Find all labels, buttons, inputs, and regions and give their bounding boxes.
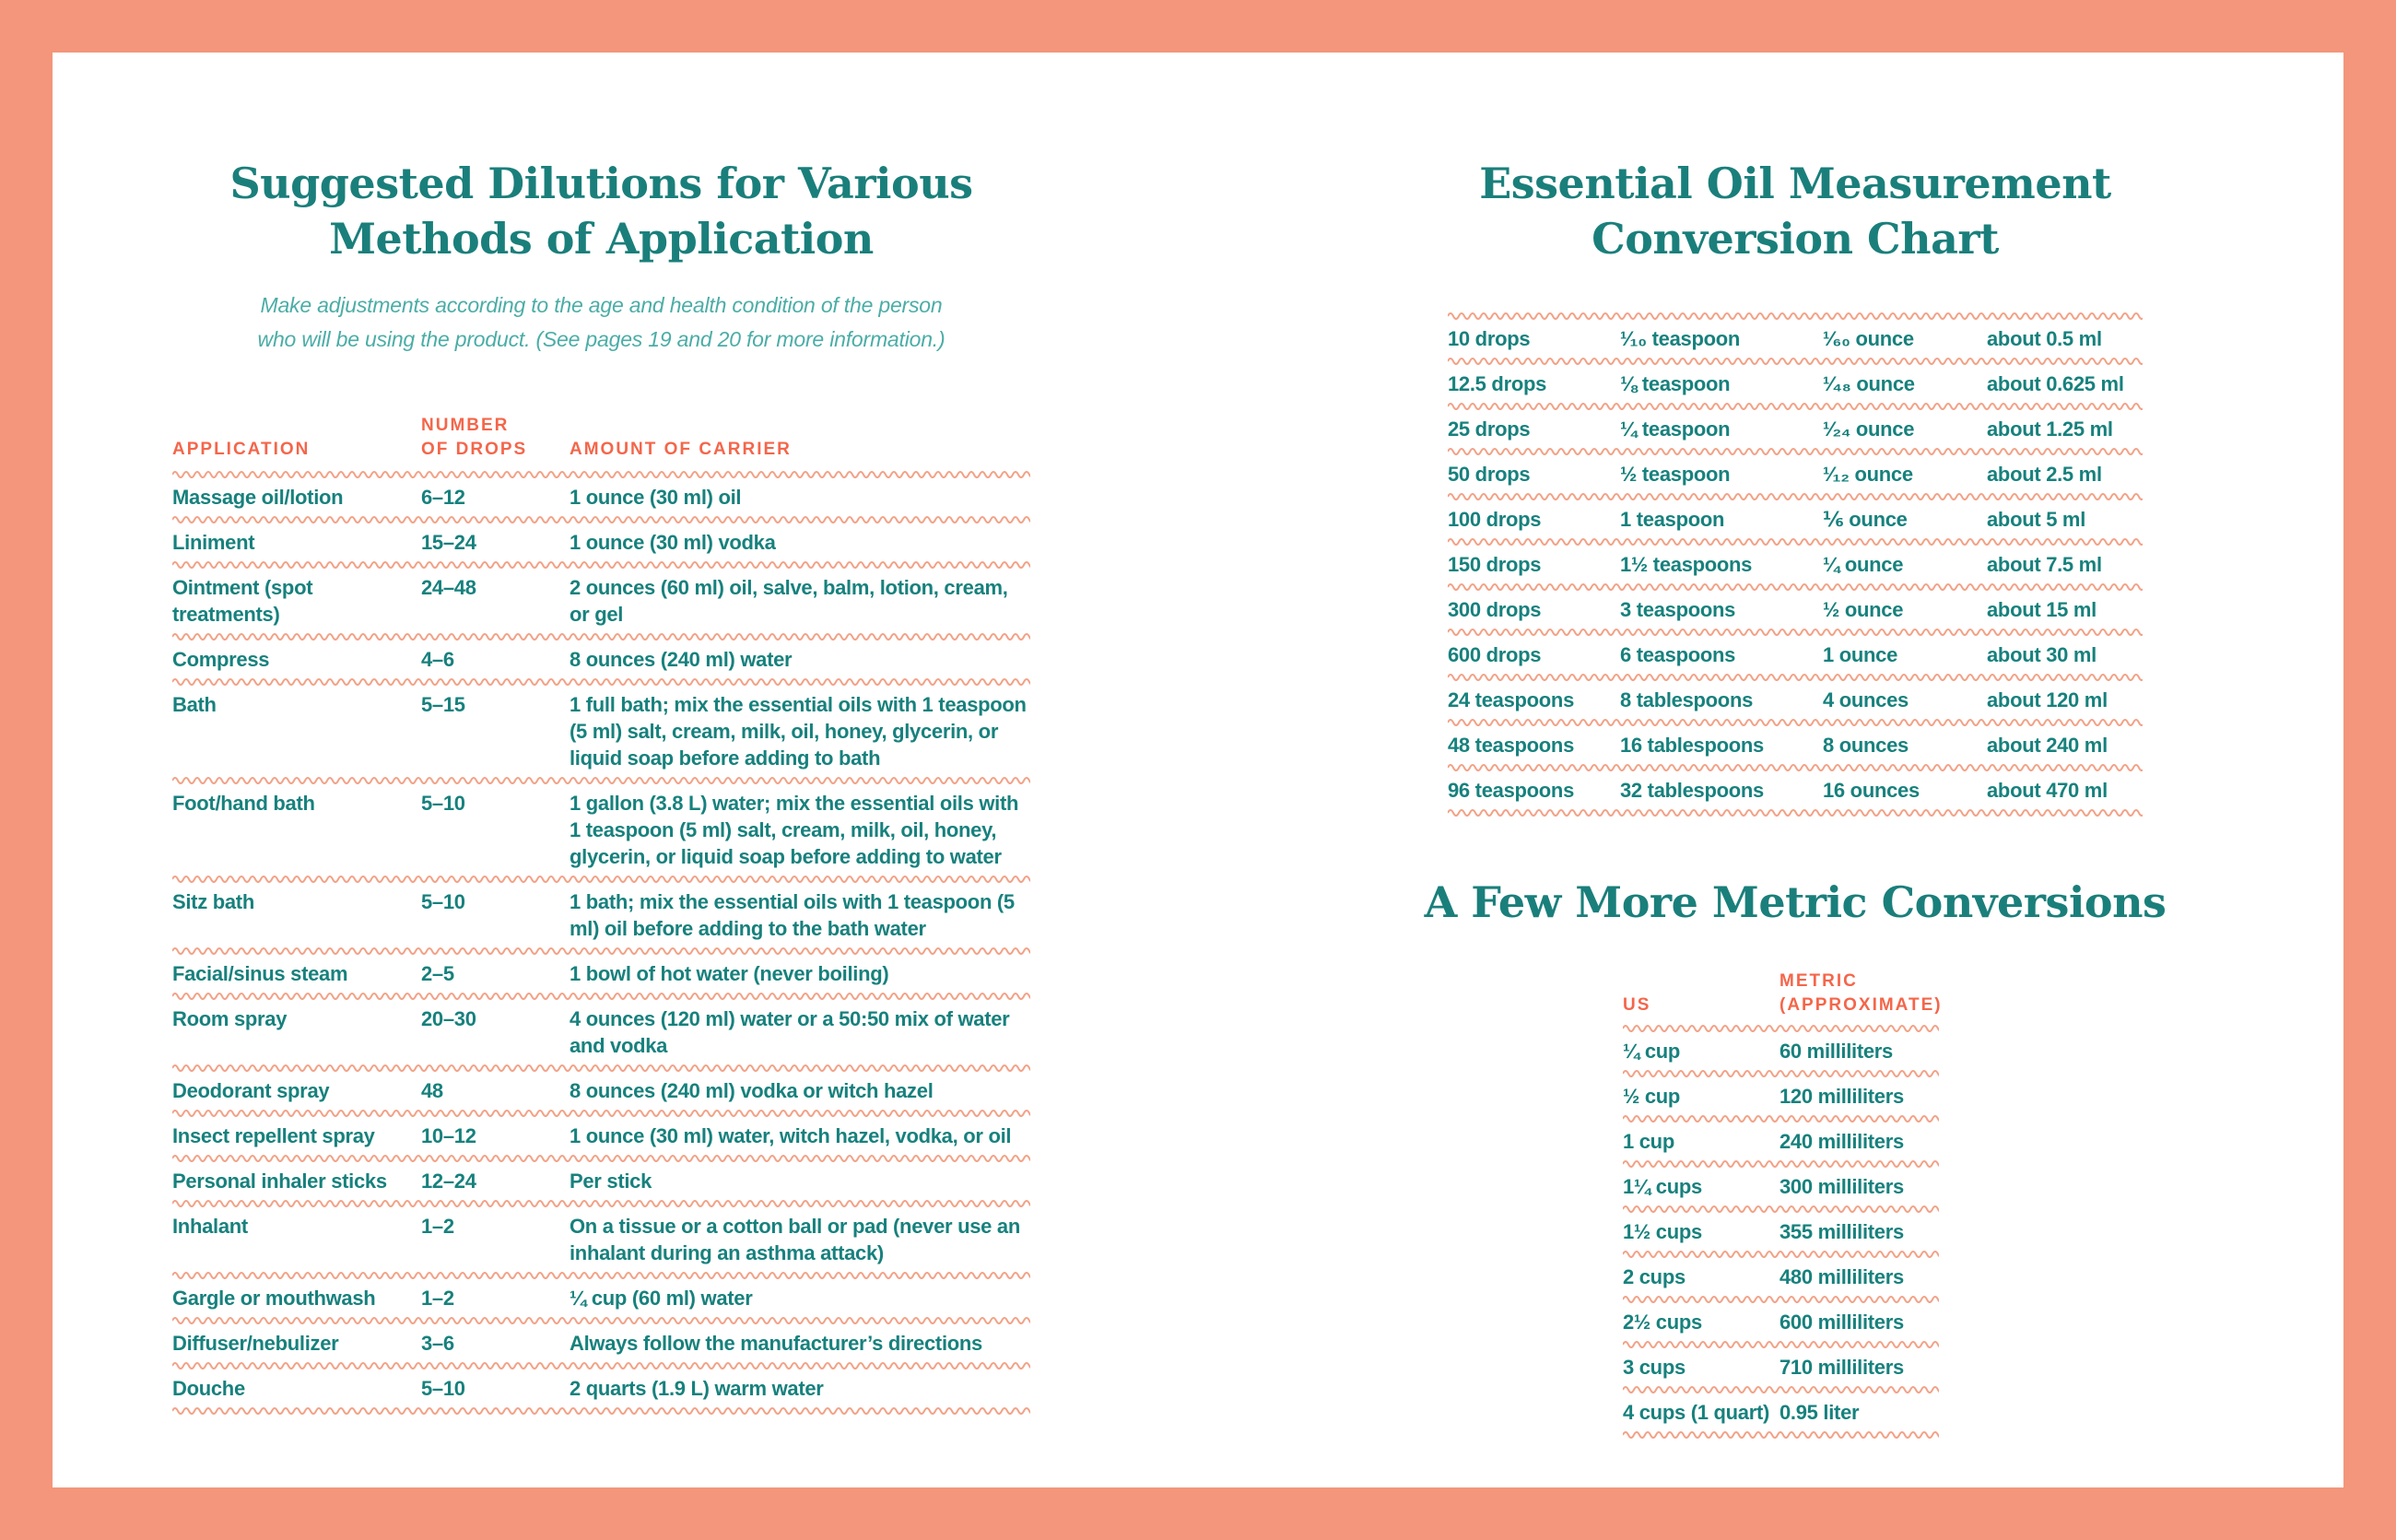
row-divider <box>1448 401 2143 412</box>
subtitle-line1: Make adjustments according to the age and health condition of the person <box>260 293 943 317</box>
table-row <box>1623 1260 1939 1294</box>
metric-cell: 710 milliliters <box>1779 1356 1904 1379</box>
table-row <box>1448 502 2143 536</box>
table-row <box>1623 1395 1939 1429</box>
ounces-cell: ⅙ ounce <box>1823 508 1908 531</box>
left-page-title <box>172 156 1030 266</box>
teaspoons-cell: 6 teaspoons <box>1620 643 1736 666</box>
row-divider <box>172 1063 1030 1074</box>
table-row-group <box>172 480 1030 525</box>
table-row <box>1623 1170 1939 1204</box>
application-cell: Compress <box>172 648 270 671</box>
table-row-group <box>1448 773 2143 818</box>
teaspoons-cell: 32 tablespoons <box>1620 779 1764 802</box>
table-row <box>1623 1350 1939 1384</box>
table-row <box>172 1326 1030 1360</box>
carrier-cell: 1 bath; mix the essential oils with 1 teaspoon (5 ml) oil before adding to the bath water <box>570 890 1015 940</box>
drops-cell: 50 drops <box>1448 463 1531 486</box>
row-divider <box>1448 762 2143 773</box>
carrier-cell: 2 ounces (60 ml) oil, salve, balm, lotion, cream, or gel <box>570 576 1008 626</box>
drops-cell: 12–24 <box>421 1170 476 1193</box>
table-row-group <box>1623 1034 1939 1079</box>
application-cell: Personal inhaler sticks <box>172 1170 387 1193</box>
teaspoons-cell: 16 tablespoons <box>1620 734 1764 757</box>
table-row-group <box>1623 1124 1939 1170</box>
table-row-group <box>172 1119 1030 1164</box>
teaspoons-cell: ¼ teaspoon <box>1620 417 1731 441</box>
milliliters-cell: about 470 ml <box>1987 779 2108 802</box>
drops-cell: 96 teaspoons <box>1448 779 1575 802</box>
carrier-cell: Per stick <box>570 1170 652 1193</box>
table-row-group <box>172 1326 1030 1371</box>
ounces-cell: ¹⁄₄₈ ounce <box>1823 372 1915 395</box>
application-cell: Ointment (spot treatments) <box>172 576 313 626</box>
row-divider <box>1448 446 2143 457</box>
table-row <box>1623 1124 1939 1158</box>
row-divider <box>172 1270 1030 1281</box>
row-divider <box>1448 356 2143 367</box>
drops-cell: 3–6 <box>421 1332 454 1355</box>
row-divider <box>1448 491 2143 502</box>
row-divider <box>172 1405 1030 1417</box>
table-row-group <box>1448 412 2143 457</box>
row-divider <box>1623 1339 1939 1350</box>
table-row-group <box>172 525 1030 570</box>
drops-cell: 24 teaspoons <box>1448 688 1575 711</box>
ounces-cell: ¹⁄₁₂ ounce <box>1823 463 1913 486</box>
table-row-group <box>1448 502 2143 547</box>
application-cell: Room spray <box>172 1007 288 1030</box>
drops-cell: 48 <box>421 1079 443 1102</box>
drops-cell: 20–30 <box>421 1007 476 1030</box>
teaspoons-cell: ¹⁄₁₀ teaspoon <box>1620 327 1741 350</box>
table-row <box>1448 367 2143 401</box>
table-row <box>1623 1079 1939 1113</box>
milliliters-cell: about 240 ml <box>1987 734 2108 757</box>
teaspoons-cell: 1½ teaspoons <box>1620 553 1753 576</box>
row-divider <box>1623 1204 1939 1215</box>
table-row-group <box>1448 322 2143 367</box>
table-row <box>1448 728 2143 762</box>
carrier-cell: On a tissue or a cotton ball or pad (never use an inhalant during an asthma attack) <box>570 1215 1020 1264</box>
milliliters-cell: about 30 ml <box>1987 643 2096 666</box>
table-row-group <box>1448 593 2143 638</box>
table-row-group <box>1448 728 2143 773</box>
drops-cell: 2–5 <box>421 962 454 985</box>
left-page-subtitle <box>172 288 1030 357</box>
application-cell: Bath <box>172 693 217 716</box>
table-row <box>172 786 1030 874</box>
table-row-group <box>172 642 1030 688</box>
dilutions-table-header <box>172 414 1030 469</box>
drops-cell: 48 teaspoons <box>1448 734 1575 757</box>
carrier-cell: 1 gallon (3.8 L) water; mix the essential oils with 1 teaspoon (5 ml) salt, cream, milk, oil, honey, glycerin, or liquid soap before adding to water <box>570 792 1019 868</box>
row-divider <box>172 1108 1030 1119</box>
right-page-title <box>1448 156 2143 266</box>
table-row-group <box>1623 1079 1939 1124</box>
us-cell: 2 cups <box>1623 1265 1685 1288</box>
milliliters-cell: about 120 ml <box>1987 688 2108 711</box>
table-row <box>172 642 1030 676</box>
carrier-cell: 1 ounce (30 ml) oil <box>570 486 742 509</box>
table-row-group <box>172 1209 1030 1281</box>
drops-cell: 5–15 <box>421 693 465 716</box>
table-row-group <box>172 1074 1030 1119</box>
row-divider <box>1448 627 2143 638</box>
table-row <box>172 1002 1030 1063</box>
table-row <box>1623 1034 1939 1068</box>
milliliters-cell: about 7.5 ml <box>1987 553 2102 576</box>
carrier-cell: 4 ounces (120 ml) water or a 50:50 mix of water and vodka <box>570 1007 1010 1057</box>
table-row-group <box>1448 457 2143 502</box>
carrier-cell: 1 bowl of hot water (never boiling) <box>570 962 889 985</box>
carrier-cell: 1 full bath; mix the essential oils with 1 teaspoon (5 ml) salt, cream, milk, oil, honey, glycerin, or liquid soap before adding to bath <box>570 693 1027 770</box>
column-header-application: APPLICATION <box>172 440 311 459</box>
table-row-group <box>1623 1350 1939 1395</box>
table-row-group <box>172 786 1030 885</box>
teaspoons-cell: ⅛ teaspoon <box>1620 372 1731 395</box>
us-cell: 1½ cups <box>1623 1220 1702 1243</box>
row-divider <box>172 946 1030 957</box>
table-row-group <box>1623 1215 1939 1260</box>
application-cell: Sitz bath <box>172 890 254 913</box>
milliliters-cell: about 1.25 ml <box>1987 417 2113 441</box>
us-cell: ½ cup <box>1623 1085 1681 1108</box>
metric-cell: 355 milliliters <box>1779 1220 1904 1243</box>
row-divider <box>1448 807 2143 818</box>
drops-cell: 25 drops <box>1448 417 1531 441</box>
row-divider <box>1623 1113 1939 1124</box>
table-row-group <box>1623 1260 1939 1305</box>
conversion-table <box>1448 311 2143 818</box>
drops-cell: 4–6 <box>421 648 454 671</box>
table-row <box>172 1119 1030 1153</box>
milliliters-cell: about 15 ml <box>1987 598 2096 621</box>
left-title-line1: Suggested Dilutions for Various <box>229 159 973 208</box>
row-divider <box>172 514 1030 525</box>
milliliters-cell: about 2.5 ml <box>1987 463 2102 486</box>
drops-cell: 150 drops <box>1448 553 1542 576</box>
table-row <box>1623 1215 1939 1249</box>
table-row <box>1448 457 2143 491</box>
table-row-group <box>172 957 1030 1002</box>
carrier-cell: 8 ounces (240 ml) water <box>570 648 793 671</box>
us-cell: 4 cups (1 quart) <box>1623 1401 1770 1424</box>
ounces-cell: ¹⁄₆₀ ounce <box>1823 327 1914 350</box>
column-header-us: US <box>1623 995 1651 1015</box>
table-row <box>1448 683 2143 717</box>
row-divider <box>172 676 1030 688</box>
column-header-number-of-drops: NUMBER OF DROPS <box>421 416 528 459</box>
us-cell: 1¼ cups <box>1623 1175 1702 1198</box>
application-cell: Liniment <box>172 531 255 554</box>
column-header-amount-of-carrier: AMOUNT OF CARRIER <box>570 440 792 459</box>
row-divider <box>172 1315 1030 1326</box>
drops-cell: 300 drops <box>1448 598 1542 621</box>
metric-cell: 240 milliliters <box>1779 1130 1904 1153</box>
carrier-cell: 1 ounce (30 ml) water, witch hazel, vodka, or oil <box>570 1124 1012 1147</box>
right-title-line2: Conversion Chart <box>1591 214 1999 264</box>
metric-cell: 600 milliliters <box>1779 1311 1904 1334</box>
row-divider <box>1623 1294 1939 1305</box>
table-row <box>1623 1305 1939 1339</box>
table-row <box>172 480 1030 514</box>
metric-table <box>1623 970 1943 1440</box>
ounces-cell: ¹⁄₂₄ ounce <box>1823 417 1915 441</box>
left-title-line2: Methods of Application <box>329 214 874 264</box>
header-divider <box>172 469 1030 480</box>
table-row <box>172 1209 1030 1270</box>
teaspoons-cell: 3 teaspoons <box>1620 598 1736 621</box>
table-row-group <box>1448 638 2143 683</box>
table-row-group <box>1448 683 2143 728</box>
row-divider <box>1623 1249 1939 1260</box>
metric-cell: 60 milliliters <box>1779 1040 1893 1063</box>
carrier-cell: 1 ounce (30 ml) vodka <box>570 531 776 554</box>
table-row-group <box>172 688 1030 786</box>
table-row-group <box>172 1371 1030 1417</box>
row-divider <box>172 1198 1030 1209</box>
teaspoons-cell: 1 teaspoon <box>1620 508 1725 531</box>
metric-conversions-title: A Few More Metric Conversions <box>1424 877 2167 927</box>
ounces-cell: 1 ounce <box>1823 643 1898 666</box>
us-cell: ¼ cup <box>1623 1040 1681 1063</box>
row-divider <box>1448 672 2143 683</box>
metric-cell: 300 milliliters <box>1779 1175 1904 1198</box>
carrier-cell: 2 quarts (1.9 L) warm water <box>570 1377 824 1400</box>
table-row-group <box>1623 1170 1939 1215</box>
drops-cell: 5–10 <box>421 890 465 913</box>
teaspoons-cell: ½ teaspoon <box>1620 463 1731 486</box>
row-divider <box>172 1360 1030 1371</box>
drops-cell: 10 drops <box>1448 327 1531 350</box>
ounces-cell: ½ ounce <box>1823 598 1904 621</box>
table-row-group <box>172 885 1030 957</box>
drops-cell: 100 drops <box>1448 508 1542 531</box>
metric-cell: 480 milliliters <box>1779 1265 1904 1288</box>
drops-cell: 600 drops <box>1448 643 1542 666</box>
subtitle-line2: who will be using the product. (See pages 19 and 20 for more information.) <box>257 327 945 351</box>
ounces-cell: 4 ounces <box>1823 688 1909 711</box>
table-row <box>172 570 1030 631</box>
ounces-cell: ¼ ounce <box>1823 553 1904 576</box>
application-cell: Deodorant spray <box>172 1079 330 1102</box>
row-divider <box>172 1153 1030 1164</box>
table-row <box>172 957 1030 991</box>
ounces-cell: 8 ounces <box>1823 734 1909 757</box>
drops-cell: 10–12 <box>421 1124 476 1147</box>
table-row-group <box>1623 1395 1939 1440</box>
drops-cell: 24–48 <box>421 576 476 599</box>
ounces-cell: 16 ounces <box>1823 779 1920 802</box>
application-cell: Inhalant <box>172 1215 248 1238</box>
drops-cell: 1–2 <box>421 1287 454 1310</box>
drops-cell: 12.5 drops <box>1448 372 1547 395</box>
table-row <box>172 1164 1030 1198</box>
row-divider <box>172 559 1030 570</box>
drops-cell: 1–2 <box>421 1215 454 1238</box>
milliliters-cell: about 5 ml <box>1987 508 2086 531</box>
column-header-metric: METRIC (APPROXIMATE) <box>1779 971 1943 1015</box>
drops-cell: 15–24 <box>421 531 476 554</box>
drops-cell: 6–12 <box>421 486 465 509</box>
drops-cell: 5–10 <box>421 792 465 815</box>
row-divider <box>1623 1068 1939 1079</box>
table-top-divider <box>1448 311 2143 322</box>
dilutions-table <box>172 414 1030 1417</box>
table-row <box>172 1281 1030 1315</box>
table-row-group <box>1448 367 2143 412</box>
table-row <box>172 1074 1030 1108</box>
metric-table-header <box>1623 970 1943 1023</box>
us-cell: 2½ cups <box>1623 1311 1702 1334</box>
metric-cell: 120 milliliters <box>1779 1085 1904 1108</box>
row-divider <box>172 991 1030 1002</box>
table-row <box>172 1371 1030 1405</box>
application-cell: Foot/hand bath <box>172 792 315 815</box>
application-cell: Diffuser/nebulizer <box>172 1332 339 1355</box>
book-spread <box>53 53 2343 1487</box>
header-divider <box>1623 1023 1939 1034</box>
table-row <box>1448 412 2143 446</box>
row-divider <box>172 874 1030 885</box>
us-cell: 1 cup <box>1623 1130 1674 1153</box>
application-cell: Insect repellent spray <box>172 1124 375 1147</box>
table-row-group <box>1448 547 2143 593</box>
row-divider <box>172 775 1030 786</box>
table-row <box>1448 593 2143 627</box>
application-cell: Massage oil/lotion <box>172 486 344 509</box>
row-divider <box>1448 536 2143 547</box>
carrier-cell: 8 ounces (240 ml) vodka or witch hazel <box>570 1079 934 1102</box>
row-divider <box>172 631 1030 642</box>
row-divider <box>1448 582 2143 593</box>
table-row <box>172 688 1030 775</box>
table-row <box>172 525 1030 559</box>
table-row <box>1448 773 2143 807</box>
table-row <box>1448 547 2143 582</box>
table-row-group <box>1623 1305 1939 1350</box>
row-divider <box>1448 717 2143 728</box>
row-divider <box>1623 1429 1939 1440</box>
application-cell: Facial/sinus steam <box>172 962 348 985</box>
milliliters-cell: about 0.5 ml <box>1987 327 2102 350</box>
table-row-group <box>172 1164 1030 1209</box>
drops-cell: 5–10 <box>421 1377 465 1400</box>
table-row-group <box>172 570 1030 642</box>
right-title-line1: Essential Oil Measurement <box>1479 159 2111 208</box>
row-divider <box>1623 1384 1939 1395</box>
table-row <box>1448 322 2143 356</box>
carrier-cell: Always follow the manufacturer’s directions <box>570 1332 982 1355</box>
milliliters-cell: about 0.625 ml <box>1987 372 2124 395</box>
table-row <box>172 885 1030 946</box>
row-divider <box>1623 1158 1939 1170</box>
carrier-cell: ¼ cup (60 ml) water <box>570 1287 753 1310</box>
table-row <box>1448 638 2143 672</box>
application-cell: Douche <box>172 1377 245 1400</box>
us-cell: 3 cups <box>1623 1356 1685 1379</box>
table-row-group <box>172 1002 1030 1074</box>
application-cell: Gargle or mouthwash <box>172 1287 376 1310</box>
teaspoons-cell: 8 tablespoons <box>1620 688 1754 711</box>
table-row-group <box>172 1281 1030 1326</box>
metric-cell: 0.95 liter <box>1779 1401 1860 1424</box>
